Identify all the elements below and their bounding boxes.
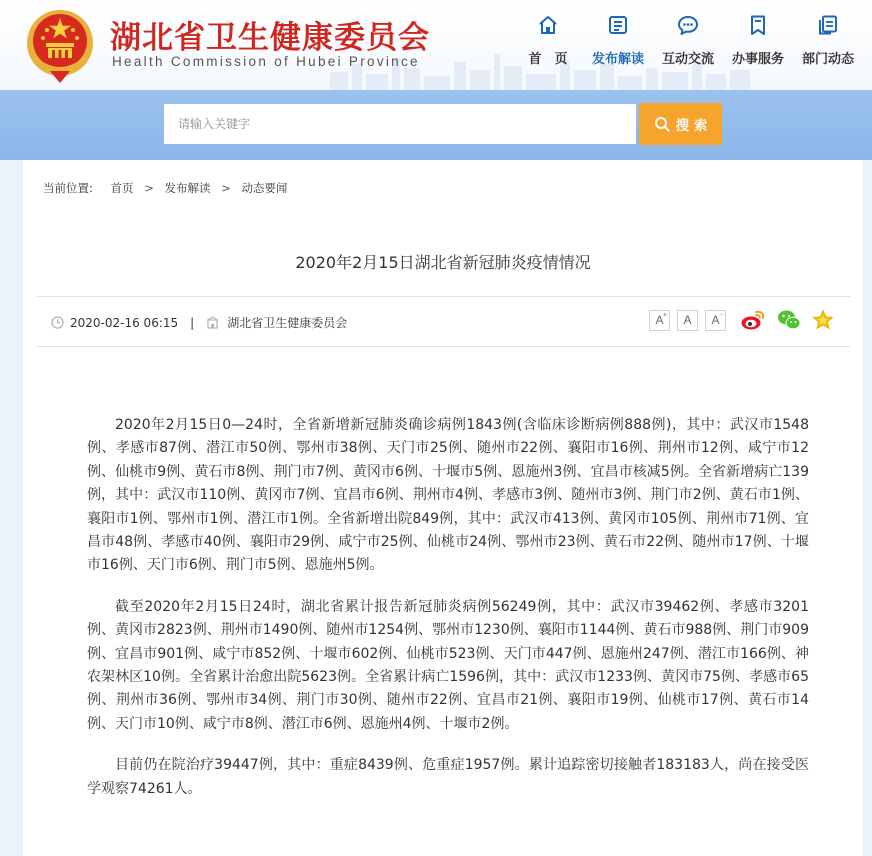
nav-label-department-news: 部门动态 [801,52,854,67]
copy-icon [817,14,839,36]
meta-divider: | [190,315,195,330]
star-favorite-icon[interactable] [812,309,834,331]
nav-item-services[interactable] [723,14,793,67]
article-tools [642,309,834,331]
font-size-decrease-label: A [711,313,720,327]
nav-label-interaction: 互动交流 [661,52,714,67]
article-meta-bar [37,296,850,347]
article-source: 湖北省卫生健康委员会 [227,316,348,330]
search-icon [654,116,670,132]
font-size-increase-label: A [655,313,664,327]
font-size-default-label: A [683,313,692,327]
search-button-label: 搜 索 [675,118,708,134]
font-size-decrease-button[interactable]: A - [705,310,726,331]
article-paragraph: 目前仍在院治疗39447例，其中：重症8439例、危重症1957例。累计追踪密切接触者183183人，尚在接受医学观察74261人。 [87,757,809,797]
main-nav [520,14,872,74]
site-header [0,0,872,90]
breadcrumb [43,180,287,196]
clock-icon [51,316,64,329]
weibo-share-icon[interactable] [740,309,766,331]
breadcrumb-separator: > [144,181,154,195]
article-card [23,160,863,856]
nav-label-releases: 发布解读 [591,52,644,67]
nav-label-services: 办事服务 [731,52,784,67]
article-paragraph: 2020年2月15日0—24时，全省新增新冠肺炎确诊病例1843例(含临床诊断病例888例)，其中：武汉市1548例、孝感市87例、潜江市50例、鄂州市38例、天门市25例、随州市22例、襄阳市16例、荆州市12例、咸宁市12例、仙桃市9例、黄石市8例、荆门市7例、黄冈市6例、十堰市5例、恩施州3例、宜昌市核减5例。全省新增病亡139例，其中：武汉市110例、黄冈市7例、宜昌市6例、荆州市4例、孝感市3例、随州市3例、荆门市2例、黄石市1例、襄阳市1例、鄂州市1例、潜江市1例。全省新增出院849例，其中：武汉市413例、黄冈市105例、荆州市71例、宜昌市48例、孝感市40例、襄阳市29例、咸宁市25例、仙桃市24例、鄂州市23例、黄石市22例、随州市17例、十堰市16例、天门市6例、荆门市5例、恩施州5例。 [87,417,809,574]
breadcrumb-home[interactable]: 首页 [110,181,134,195]
article-title: 2020年2月15日湖北省新冠肺炎疫情情况 [295,253,591,272]
nav-item-interaction[interactable] [653,14,723,67]
building-icon [206,316,219,329]
site-title: 湖北省卫生健康委员会 [110,20,430,56]
font-size-increase-button[interactable]: A + [649,310,670,331]
search-band [0,90,872,160]
search-button[interactable] [639,103,722,145]
article-body [87,414,809,819]
article-meta [51,314,347,331]
font-size-default-button[interactable] [677,310,698,331]
breadcrumb-news[interactable]: 动态要闻 [241,181,288,195]
document-icon [607,14,629,36]
nav-label-home: 首 页 [528,52,568,67]
article-date: 2020-02-16 06:15 [70,315,179,330]
search-input[interactable] [164,104,636,144]
chat-bubble-icon [677,14,699,36]
nav-item-releases[interactable] [583,14,653,67]
nav-item-home[interactable] [513,14,583,67]
breadcrumb-separator: > [221,181,231,195]
wechat-share-icon[interactable] [777,309,801,331]
site-subtitle: Health Commission of Hubei Province [112,54,420,69]
home-icon [537,14,559,36]
article-paragraph: 截至2020年2月15日24时，湖北省累计报告新冠肺炎病例56249例，其中：武汉市39462例、孝感市3201例、黄冈市2823例、荆州市1490例、随州市1254例、鄂州市1230例、襄阳市1144例、黄石市988例、荆门市909例、宜昌市901例、咸宁市852例、十堰市602例、仙桃市523例、天门市447例、恩施州247例、潜江市166例、神农架林区10例。全省累计治愈出院5623例。全省累计病亡1596例，其中：武汉市1233例、黄冈市75例、孝感市65例、荆州市36例、鄂州市34例、荆门市30例、随州市22例、宜昌市21例、襄阳市19例、仙桃市17例、黄石市14例、天门市10例、咸宁市8例、潜江市6例、恩施州4例、十堰市2例。 [87,598,809,732]
nav-item-department-news[interactable] [793,14,863,67]
breadcrumb-label: 当前位置: [43,181,93,195]
bookmark-icon [747,14,769,36]
breadcrumb-releases[interactable]: 发布解读 [164,181,211,195]
national-emblem-icon [24,7,96,83]
